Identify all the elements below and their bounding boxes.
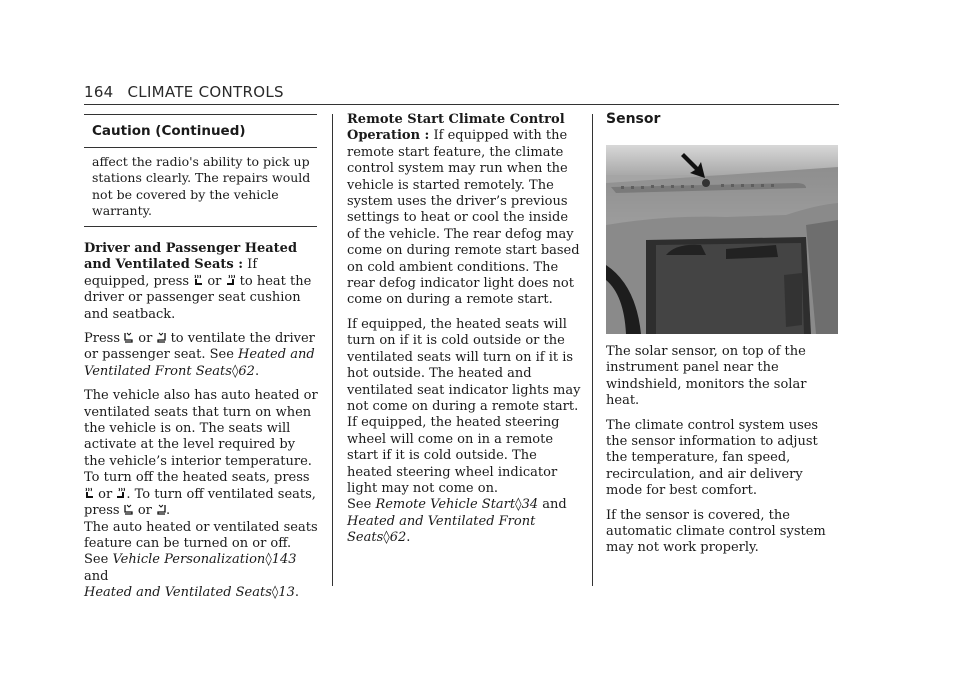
xref-page[interactable]: 13 (278, 585, 295, 601)
heated-seat-icon (226, 274, 236, 286)
sensor-paragraph-2: The climate control system uses the sensor information to adjust the temperature, fan speed, recirculation, and air delivery mode for best comfort. (606, 417, 819, 499)
remote-seats-paragraph: If equipped, the heated seats will turn on if it is cold outside or the ventilated seats will turn on if it is hot outside. The heated and ventilated seat indicator lights may not come on during a remote start. If equipped, the heated steering wheel will come on in a remote start if it is cold outside. The heated steering wheel indicator light may not come on. See Remote Vehicle Start◊34 and Heated and Ventilated Front Seats◊62. (347, 316, 581, 546)
xref-page[interactable]: 34 (521, 497, 539, 513)
heated-seat-icon (116, 487, 126, 499)
caution-body: affect the radio's ability to pick up stations clearly. The repairs would not be covered by the vehicle warranty. (92, 154, 311, 219)
caution-box (84, 114, 317, 227)
heated-seats-paragraph: Driver and Passenger Heated and Ventilated Seats : If equipped, press or to heat the driver or passenger seat cushion and seatback. (84, 241, 312, 322)
page-reference-arrow-icon: ◊ (265, 552, 272, 568)
page-reference-arrow-icon: ◊ (271, 585, 279, 601)
section-title: CLIMATE CONTROLS (127, 83, 284, 101)
auto-seats-paragraph: The vehicle also has auto heated or ventilated seats that turn on when the vehicle is on. The seats will activate at the level required by the vehicle’s interior temperature. To turn off the heated seats, press or . To turn off ventilated seats, press or . The auto heated or ventilated seats feature can be turned on or off. See Vehicle Personalization◊143 and Heated and Ventilated Seats◊13. (84, 388, 318, 601)
heated-seat-icon (193, 274, 203, 286)
xref-link[interactable]: Heated and Ventilated Front Seats (347, 513, 536, 546)
page-reference-arrow-icon: ◊ (231, 363, 239, 379)
ventilated-seat-icon (124, 331, 134, 343)
sensor-paragraph-3: If the sensor is covered, the automatic climate control system may not work properly. (606, 507, 826, 556)
column-divider-1 (332, 114, 333, 586)
xref-page[interactable]: 62 (389, 530, 407, 546)
ventilated-seat-icon (156, 331, 166, 343)
solar-sensor-photo (606, 145, 838, 334)
page-reference-arrow-icon: ◊ (383, 530, 390, 546)
heated-seats-heading: Driver and Passenger Heated and Ventilated Seats : (84, 241, 298, 273)
remote-start-paragraph: Remote Start Climate Control Operation : If equipped with the remote start feature, the climate control system may run when the vehicle is started remotely. The system uses the driver’s previous settings to heat or cool the inside of the vehicle. The rear defog may come on during remote start based on cold ambient conditions. The rear defog indicator light does not come on during a remote start. (347, 112, 580, 308)
page-reference-arrow-icon: ◊ (515, 497, 522, 513)
ventilated-seat-icon (156, 503, 166, 515)
remote-start-heading: Remote Start Climate Control Operation : (347, 112, 565, 144)
column-divider-2 (592, 114, 593, 586)
caution-title: Caution (Continued) (92, 123, 246, 139)
xref-page[interactable]: 143 (271, 552, 297, 568)
xref-link[interactable]: Vehicle Personalization (112, 552, 266, 568)
sensor-heading: Sensor (606, 111, 661, 127)
column-1 (84, 241, 320, 610)
heated-seat-icon (84, 487, 94, 499)
column-2 (347, 112, 582, 555)
page-header (84, 83, 284, 101)
ventilated-seats-paragraph: Press or to ventilate the driver or passenger seat. See Heated and Ventilated Front Seats◊62. (84, 331, 315, 379)
ventilated-seat-icon (124, 503, 134, 515)
xref-link[interactable]: Heated and Ventilated Front Seats (84, 347, 315, 379)
header-rule (84, 104, 839, 105)
column-3 (606, 344, 838, 565)
xref-link[interactable]: Remote Vehicle Start (375, 497, 516, 513)
sensor-paragraph-1: The solar sensor, on top of the instrument panel near the windshield, monitors the solar heat. (606, 344, 807, 409)
xref-link[interactable]: Heated and Ventilated Seats (84, 585, 272, 601)
caution-title-rule (84, 147, 317, 148)
page-number: 164 (84, 83, 114, 101)
xref-page[interactable]: 62 (238, 363, 255, 379)
